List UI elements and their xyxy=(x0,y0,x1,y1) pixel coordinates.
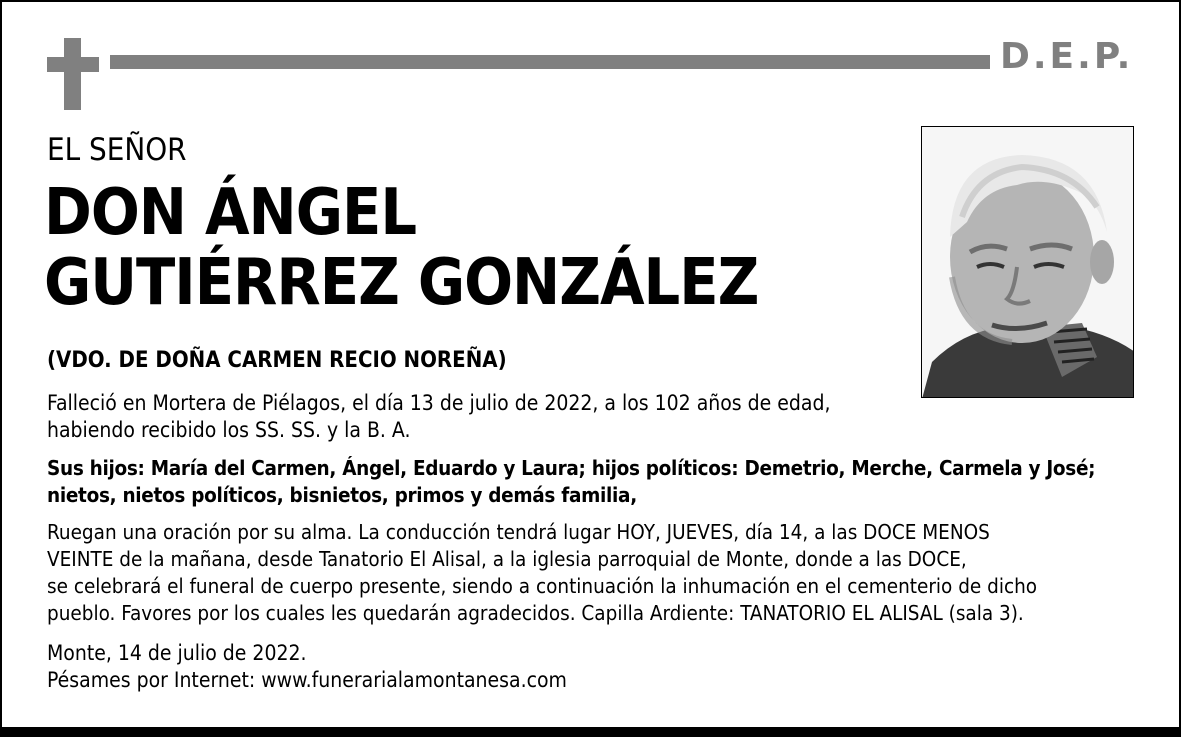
service-paragraph xyxy=(47,519,1037,627)
place-date: Monte, 14 de julio de 2022. xyxy=(47,641,307,665)
family-line: Sus hijos: María del Carmen, Ángel, Eduardo y Laura; hijos políticos: Demetrio, Merche, Carmela y José; xyxy=(47,456,1096,480)
death-line: Falleció en Mortera de Piélagos, el día 13 de julio de 2022, a los 102 años de edad, xyxy=(47,391,831,415)
service-line: VEINTE de la mañana, desde Tanatorio El Alisal, a la iglesia parroquial de Monte, donde a las DOCE, xyxy=(47,547,967,571)
cross-icon xyxy=(47,38,99,110)
honorific: EL SEÑOR xyxy=(47,132,187,168)
header-rule xyxy=(110,55,990,69)
closing xyxy=(47,640,567,694)
service-line: Ruegan una oración por su alma. La conducción tendrá lugar HOY, JUEVES, día 14, a las DOCE MENOS xyxy=(47,520,990,544)
name-line-1: DON ÁNGEL xyxy=(44,176,416,250)
death-line: habiendo recibido los SS. SS. y la B. A. xyxy=(47,418,411,442)
deceased-name xyxy=(44,178,758,318)
family-paragraph xyxy=(47,455,1095,509)
service-line: pueblo. Favores por los cuales les quedarán agradecidos. Capilla Ardiente: TANATORIO EL ALISAL (sala 3). xyxy=(47,601,1024,625)
portrait-photo xyxy=(921,126,1134,398)
death-paragraph xyxy=(47,390,830,444)
widower-line: (VDO. DE DOÑA CARMEN RECIO NOREÑA) xyxy=(47,348,507,373)
family-line: nietos, nietos políticos, bisnietos, primos y demás familia, xyxy=(47,483,637,507)
service-line: se celebrará el funeral de cuerpo presente, siendo a continuación la inhumación en el cementerio de dicho xyxy=(47,574,1038,598)
dep-label: D.E.P. xyxy=(1000,36,1134,77)
name-line-2: GUTIÉRREZ GONZÁLEZ xyxy=(44,246,759,320)
condolences-line: Pésames por Internet: www.funerarialamontanesa.com xyxy=(47,668,567,692)
